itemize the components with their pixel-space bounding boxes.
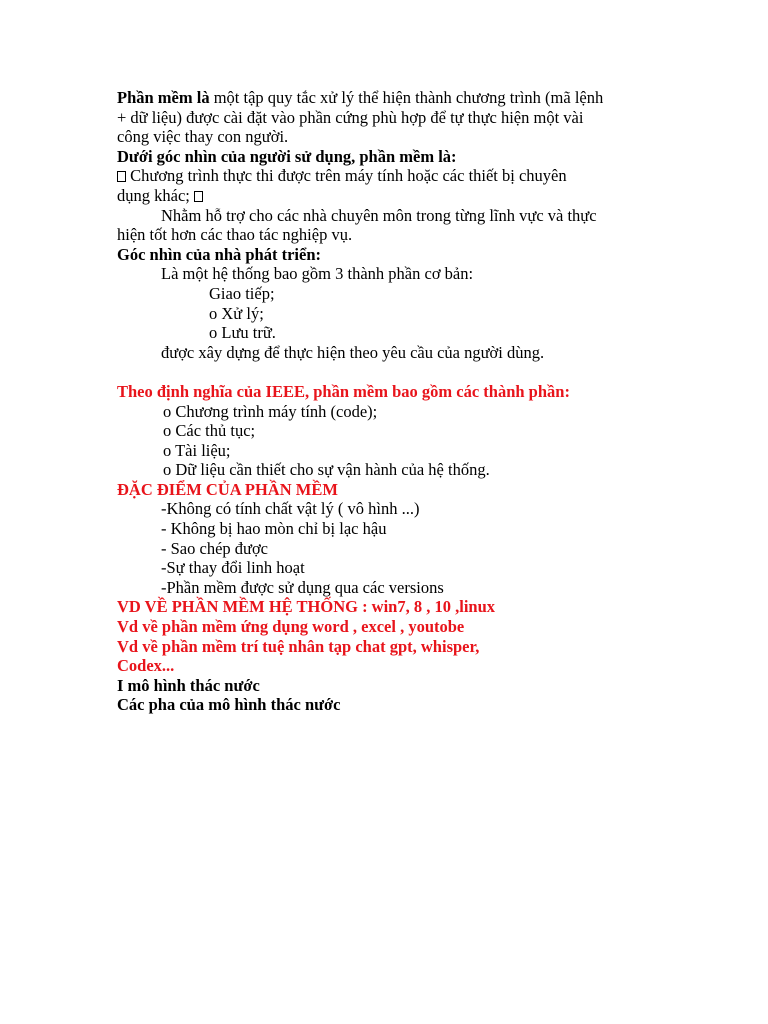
- intro-line-2: + dữ liệu) được cài đặt vào phần cứng phù hợp để tự thực hiện một vài: [117, 107, 584, 127]
- intro-line-3: công việc thay con người.: [117, 127, 289, 147]
- dev-view-outro: được xây dựng để thực hiện theo yêu cầu của người dùng.: [161, 342, 545, 362]
- waterfall-phases-heading: Các pha của mô hình thác nước: [117, 695, 341, 715]
- ieee-item: o Tài liệu;: [163, 440, 231, 460]
- user-view-item-1-text: Chương trình thực thi được trên máy tính hoặc các thiết bị chuyên: [126, 166, 567, 186]
- intro-line-1: [117, 88, 657, 108]
- intro-term: Phần mềm là: [117, 88, 210, 107]
- characteristic-item: -Không có tính chất vật lý ( vô hình ...): [161, 499, 420, 519]
- characteristics-heading: ĐẶC ĐIỂM CỦA PHẦN MỀM: [117, 479, 338, 499]
- example-ai-software-cont: Codex...: [117, 656, 175, 676]
- user-view-heading: Dưới góc nhìn của người sử dụng, phần mềm là:: [117, 146, 457, 166]
- ieee-item: o Chương trình máy tính (code);: [163, 401, 378, 421]
- ieee-item: o Dữ liệu cần thiết cho sự vận hành của hệ thống.: [163, 460, 490, 480]
- dev-view-component: o Xử lý;: [209, 303, 264, 323]
- user-view-item-1-line-2: [117, 186, 657, 206]
- user-view-item-1-line-1: [117, 166, 657, 186]
- example-application-software: Vd về phần mềm ứng dụng word , excel , youtobe: [117, 617, 465, 637]
- user-view-item-2-line-1: Nhằm hỗ trợ cho các nhà chuyên môn trong từng lĩnh vực và thực: [161, 205, 597, 225]
- characteristic-item: -Phần mềm được sử dụng qua các versions: [161, 577, 444, 597]
- blank-line: [117, 362, 657, 382]
- document-page: [117, 88, 657, 715]
- example-ai-software: Vd về phần mềm trí tuệ nhân tạp chat gpt, whisper,: [117, 636, 480, 656]
- waterfall-heading: I mô hình thác nước: [117, 675, 260, 695]
- dev-view-heading: Góc nhìn của nhà phát triển:: [117, 244, 321, 264]
- user-view-item-2-line-2: hiện tốt hơn các thao tác nghiệp vụ.: [117, 225, 353, 245]
- characteristic-item: - Không bị hao mòn chỉ bị lạc hậu: [161, 519, 387, 539]
- example-system-software: VD VỀ PHẦN MỀM HỆ THỐNG : win7, 8 , 10 ,linux: [117, 597, 496, 617]
- dev-view-component: Giao tiếp;: [209, 283, 275, 303]
- dev-view-component: o Lưu trữ.: [209, 323, 276, 343]
- characteristic-item: - Sao chép được: [161, 538, 269, 558]
- dev-view-intro: Là một hệ thống bao gồm 3 thành phần cơ bản:: [161, 264, 474, 284]
- ieee-item: o Các thủ tục;: [163, 421, 256, 441]
- unknown-glyph-box-icon: [117, 171, 126, 182]
- unknown-glyph-box-icon: [194, 191, 203, 202]
- intro-line-1-text: một tập quy tắc xử lý thể hiện thành chương trình (mã lệnh: [209, 88, 604, 107]
- user-view-item-1-text-2: dụng khác;: [117, 185, 194, 205]
- ieee-heading: Theo định nghĩa của IEEE, phần mềm bao gồm các thành phần:: [117, 381, 570, 401]
- characteristic-item: -Sự thay đổi linh hoạt: [161, 558, 305, 578]
